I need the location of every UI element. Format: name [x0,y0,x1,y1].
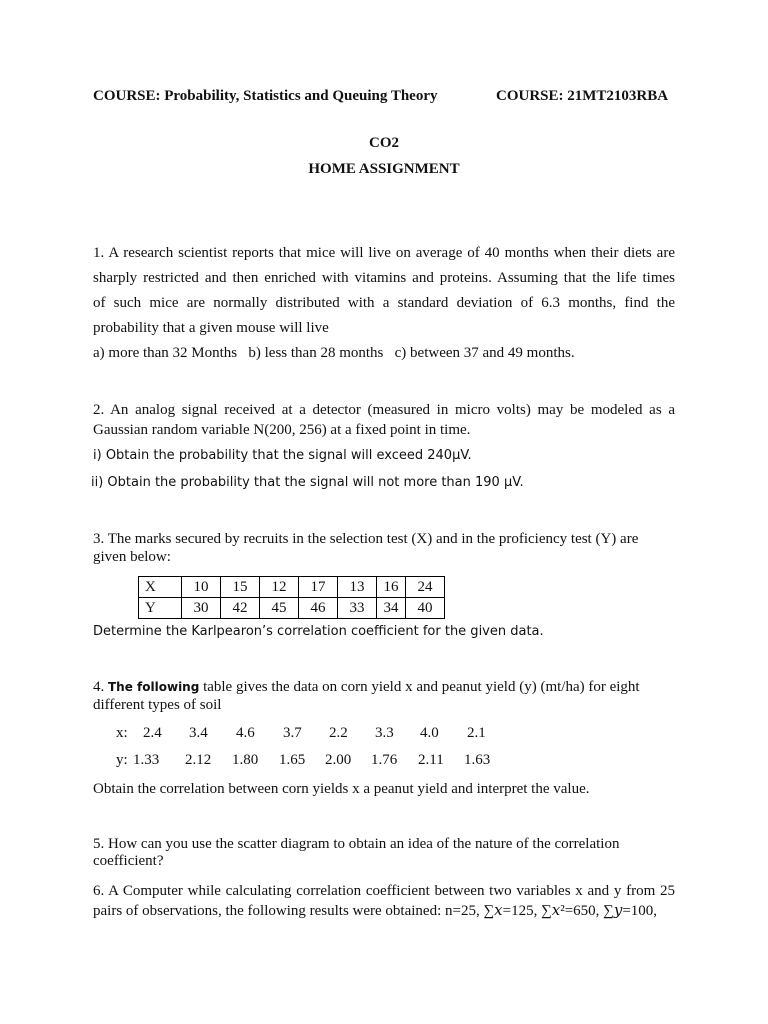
question-4-bold-text: The following [108,680,200,694]
data-value: 1.33 [133,752,160,768]
co-heading: CO2 [369,135,399,151]
question-1-line: sharply restricted and then enriched with vitamins and proteins. Assuming that the life times [93,270,675,286]
question-4-instruction: Obtain the correlation between corn yields x a peanut yield and interpret the value. [93,781,590,797]
data-value: 2.4 [143,725,162,741]
table-cell: 16 [377,577,406,598]
data-value: 1.76 [371,752,398,768]
data-value: 2.11 [418,752,444,768]
question-3-instruction: Determine the Karlpearon’s correlation coefficient for the given data. [93,624,544,639]
course-title: COURSE: Probability, Statistics and Queuing Theory [93,88,438,104]
table-cell: 13 [338,577,377,598]
table-row [139,577,445,598]
x-label: x: [116,725,128,741]
question-2-line: Gaussian random variable N(200, 256) at a fixed point in time. [93,422,471,438]
question-2-part-i: i) Obtain the probability that the signal will exceed 240μV. [93,448,472,463]
table-cell: 33 [338,598,377,619]
question-4-text: table gives the data on corn yield x and peanut yield (y) (mt/ha) for eight [199,679,640,695]
question-5-line: 5. How can you use the scatter diagram to obtain an idea of the nature of the correlation [93,836,620,852]
data-value: 1.65 [279,752,306,768]
table-header-x: X [139,577,182,598]
data-value: 2.2 [329,725,348,741]
question-1-line: probability that a given mouse will live [93,320,329,336]
question-2-part-ii: ii) Obtain the probability that the signal will not more than 190 μV. [91,475,524,490]
data-value: 2.00 [325,752,352,768]
assignment-heading: HOME ASSIGNMENT [308,161,460,177]
question-3-line: given below: [93,549,171,565]
question-4-number: 4. [93,679,108,695]
question-4-line: different types of soil [93,697,222,713]
question-1 [93,241,675,341]
question-3-line: 3. The marks secured by recruits in the selection test (X) and in the proficiency test (Y) are [93,531,639,547]
y-label: y: [116,752,128,768]
marks-table [138,576,445,619]
data-value: 1.63 [464,752,491,768]
peanut-yield-row [0,752,768,772]
question-1-line: 1. A research scientist reports that mice will live on average of 40 months when their diets are [93,245,675,261]
table-row [139,598,445,619]
table-cell: 30 [182,598,221,619]
table-cell: 45 [260,598,299,619]
data-value: 3.3 [375,725,394,741]
data-value: 4.6 [236,725,255,741]
table-cell: 42 [221,598,260,619]
data-value: 1.80 [232,752,259,768]
question-1-options: a) more than 32 Months b) less than 28 months c) between 37 and 49 months. [93,345,575,361]
question-6-line: pairs of observations, the following results were obtained: n=25, ∑𝑥=125, ∑𝑥²=650, ∑𝑦=100, [93,903,658,919]
question-5-line: coefficient? [93,853,164,869]
table-cell: 24 [406,577,445,598]
data-value: 3.4 [189,725,208,741]
table-cell: 46 [299,598,338,619]
table-cell: 17 [299,577,338,598]
question-1-line: of such mice are normally distributed with a standard deviation of 6.3 months, find the [93,295,675,311]
data-value: 2.1 [467,725,486,741]
table-cell: 12 [260,577,299,598]
question-2-line: 2. An analog signal received at a detector (measured in micro volts) may be modeled as a [93,402,675,418]
table-header-y: Y [139,598,182,619]
table-cell: 34 [377,598,406,619]
question-4-line [93,679,640,696]
corn-yield-row [0,725,768,745]
table-cell: 10 [182,577,221,598]
data-value: 2.12 [185,752,212,768]
data-value: 3.7 [283,725,302,741]
table-cell: 15 [221,577,260,598]
question-6 [93,881,675,921]
data-value: 4.0 [420,725,439,741]
question-6-line: 6. A Computer while calculating correlation coefficient between two variables x and y from 25 [93,883,675,899]
course-code: COURSE: 21MT2103RBA [496,88,669,104]
table-cell: 40 [406,598,445,619]
question-2 [93,400,675,440]
